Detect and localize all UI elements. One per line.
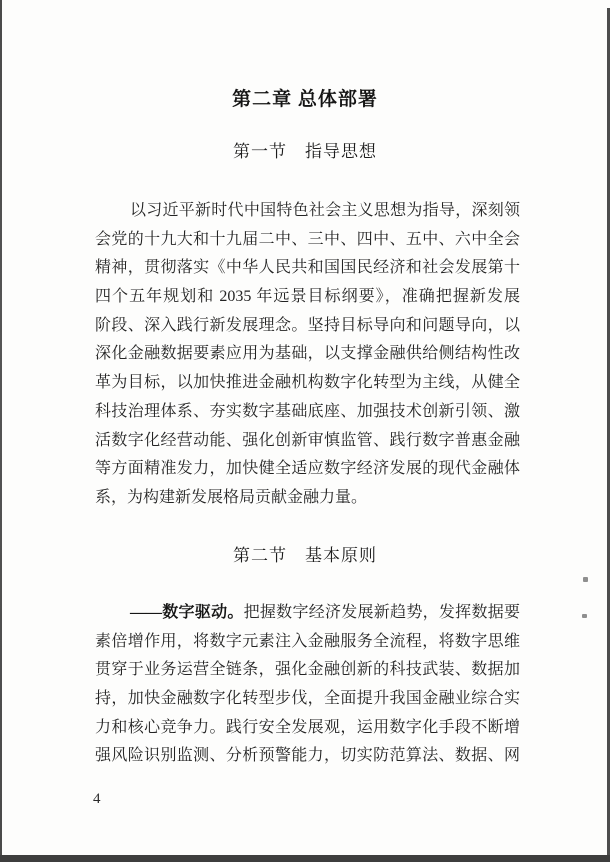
page-number: 4: [93, 791, 101, 807]
scan-speck: [583, 577, 588, 582]
scan-edge-bottom: [0, 855, 610, 862]
section-2-title: 第二节 基本原则: [233, 546, 377, 565]
text-line: 以习近平新时代中国特色社会主义思想为指导，深刻领: [130, 202, 520, 219]
text-line: 强风险识别监测、分析预警能力，切实防范算法、数据、网: [95, 747, 520, 765]
text-line: 系，为构建新发展格局贡献金融力量。: [95, 488, 368, 506]
text-line: 等方面精准发力，加快健全适应数字经济发展的现代金融体: [95, 460, 520, 478]
section-1-title: 第一节 指导思想: [233, 142, 377, 161]
chapter-title: 第二章 总体部署: [232, 89, 378, 110]
section-2-paragraph: [95, 599, 520, 771]
section-1-paragraph: [95, 197, 520, 513]
text-line: 力和核心竞争力。践行安全发展观，运用数字化手段不断增: [95, 718, 520, 736]
text-line: 持，加快金融数字化转型步伐，全面提升我国金融业综合实: [95, 690, 520, 708]
scan-edge-left: [0, 0, 2, 862]
text-line-rest: 把握数字经济发展新趋势，发挥数据要: [243, 604, 520, 621]
text-line: 阶段、深入践行新发展理念。坚持目标导向和问题导向，以: [95, 316, 520, 334]
text-line: 深化金融数据要素应用为基础，以支撑金融供给侧结构性改: [95, 345, 520, 363]
text-line: 四个五年规划和 2035 年远景目标纲要》，准确把握新发展: [95, 288, 520, 306]
text-line: 科技治理体系、夯实数字基础底座、加强技术创新引领、激: [95, 402, 520, 420]
text-line: 素倍增作用，将数字元素注入金融服务全流程，将数字思维: [95, 632, 520, 650]
text-line: 贯穿于业务运营全链条，强化金融创新的科技武装、数据加: [95, 661, 520, 679]
text-line: 会党的十九大和十九届二中、三中、四中、五中、六中全会: [95, 230, 520, 248]
scan-speck: [582, 614, 587, 618]
text-line: 革为目标，以加快推进金融机构数字化转型为主线，从健全: [95, 374, 520, 392]
principle-name: ——数字驱动。: [130, 604, 244, 621]
text-line: 活数字化经营动能、强化创新审慎监管、践行数字普惠金融: [95, 431, 520, 449]
text-line: [95, 599, 520, 628]
text-line: 精神，贯彻落实《中华人民共和国国民经济和社会发展第十: [95, 259, 520, 277]
